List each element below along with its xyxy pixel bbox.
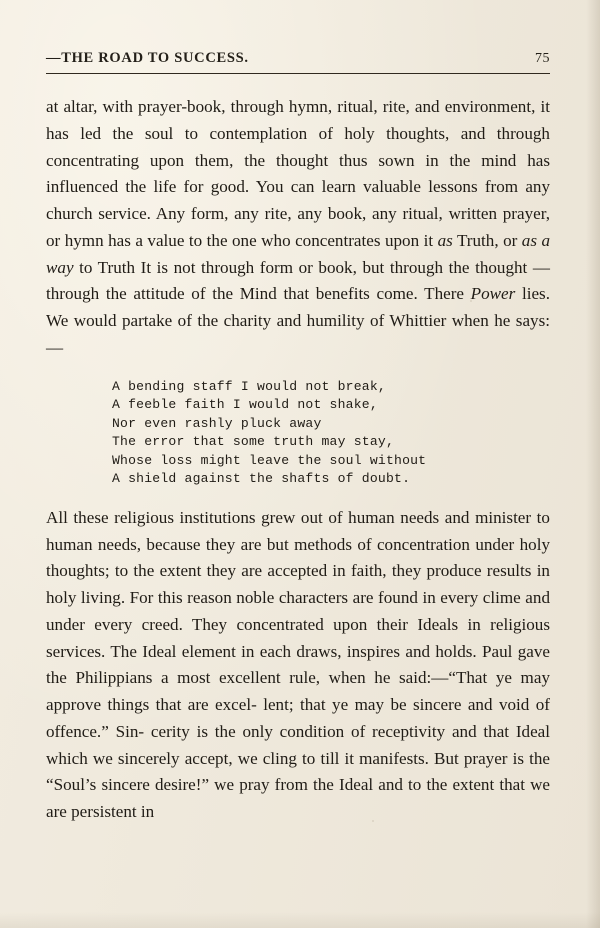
- text-line: found in every clime and under every creed. They: [46, 588, 550, 634]
- text-line: to Truth: [73, 257, 136, 277]
- text-line: methods of concentration under holy thoughts; to the: [46, 534, 550, 581]
- text-line: the thought thus sown in the mind has influenced the: [46, 150, 550, 197]
- text-line: —through the attitude of the Mind that benefits come.: [46, 257, 550, 304]
- verse-line: A shield against the shafts of doubt.: [112, 471, 411, 487]
- page-edge-shadow: [586, 0, 600, 928]
- running-head: —THE ROAD TO SUCCESS.: [46, 50, 249, 66]
- verse-line: Nor even rashly pluck away: [112, 415, 322, 431]
- text-line: any church service. Any form, any rite, any book, any: [46, 177, 551, 223]
- page-number: 75: [535, 51, 550, 66]
- text-line: Paul gave the Philippians a most excellent rule, when: [46, 641, 550, 688]
- paragraph-two: [46, 505, 550, 826]
- text-line: There: [424, 284, 471, 304]
- text-line: The Ideal element in each draws, inspires and holds.: [110, 641, 477, 661]
- text-line: and humility of Whittier when he says:—: [46, 311, 550, 357]
- page-body: [46, 94, 550, 826]
- text-line: which we sincerely accept, we cling to till it manifests.: [46, 748, 429, 768]
- text-line: who concentrates upon it: [261, 230, 438, 250]
- text-line: It is not through form or book, but through the thought: [140, 257, 528, 277]
- text-line: ritual, written prayer, or hymn has a value to the one: [46, 204, 550, 250]
- text-line: life for good. You can learn valuable lessons from: [153, 177, 519, 197]
- text-line: lent; that ye may be sincere and void of offence.” Sin-: [46, 695, 550, 741]
- text-line: But prayer is the “Soul’s sincere desire!” we pray from: [46, 748, 550, 795]
- text-line: extent they are accepted in faith, they produce results: [159, 561, 532, 581]
- text-line: at altar, with prayer-book, through hymn, ritual, rite,: [46, 97, 410, 116]
- verse-line: A bending staff I would not break,: [112, 378, 386, 394]
- text-line: Truth, or: [452, 230, 522, 250]
- text-line: and minister to human needs, because they are but: [46, 507, 550, 554]
- verse-line: Whose loss might leave the soul without: [112, 452, 427, 468]
- text-line: concentrated upon their Ideals in religious services.: [46, 614, 551, 661]
- emphasis-as: as: [437, 230, 453, 250]
- text-line: the Ideal and to the extent that we are persistent in: [46, 775, 550, 822]
- text-line: lies. We would partake of the charity: [46, 284, 550, 330]
- verse-line: A feeble faith I would not shake,: [112, 397, 378, 413]
- text-line: in holy living. For this reason noble characters are: [46, 561, 550, 608]
- page-bottom-shadow: [0, 912, 600, 928]
- verse-quotation: [112, 378, 550, 489]
- page-header: [46, 50, 550, 74]
- verse-line: The error that some truth may stay,: [112, 434, 395, 450]
- text-line: and environment, it has led the soul to contemplation: [46, 97, 550, 143]
- text-line: of holy thoughts, and through concentrating upon them,: [46, 123, 550, 170]
- text-line: All these religious institutions grew out of human needs: [46, 507, 440, 527]
- emphasis-as-a-way: as a way: [46, 230, 550, 277]
- text-line: he said:—“That ye may approve things that are excel-: [46, 668, 550, 715]
- paragraph-one: [46, 94, 550, 362]
- text-line: cerity is the only condition of receptivity and that Ideal: [150, 721, 551, 741]
- emphasis-power: Power: [470, 284, 516, 304]
